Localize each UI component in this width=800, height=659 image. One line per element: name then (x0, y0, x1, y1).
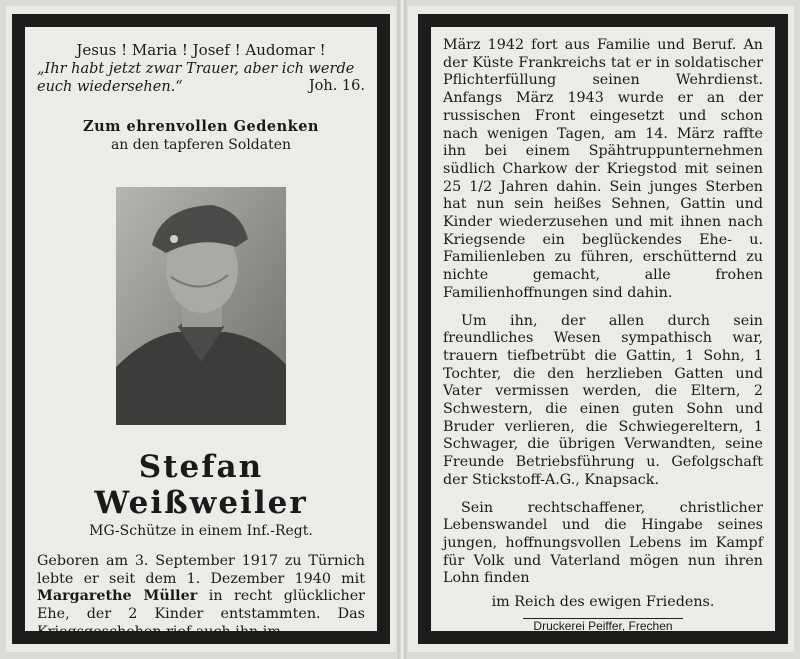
soldier-portrait-photo (116, 187, 286, 425)
bio-text-end: in recht glücklicher Ehe, der 2 Kinder entstammten. Das Kriegsgeschehen rief auch ihn im (37, 588, 366, 640)
left-black-border (12, 14, 390, 644)
left-card-content (25, 27, 377, 640)
printer-name: Druckerei Peiffer, Frechen (523, 618, 682, 633)
military-rank: MG-Schütze in einem Inf.-Regt. (89, 523, 313, 539)
invocation: Jesus ! Maria ! Josef ! Audomar ! (76, 41, 326, 59)
right-black-border (418, 14, 788, 644)
bible-reference: Joh. 16. (308, 78, 365, 94)
closing-line: im Reich des ewigen Friedens. (491, 594, 715, 611)
right-card (408, 6, 794, 652)
right-card-content (431, 27, 775, 631)
left-card (6, 6, 396, 652)
biography-continued: März 1942 fort aus Familie und Beruf. An der Küste Frankreichs tat er in soldatischer Pflichterfüllung seinen Wehrdienst. Anfangs März 1943 wurde er an der russischen Front eingesetzt und schon nach wenigen Tagen, am 14. März raffte ihn bei einem Spähtruppunternehmen südlich Charkow der Kriegstod mit seinen 25 1/2 Jahren dahin. Sein junges Sterben hat nun sein heißes Sehnen, Gattin und Kinder wiederzusehen und mit ihnen nach Kriegsende ein beglückendes Ehe- u. Familienleben zu führen, erschütternd zu nichte gemacht, alle frohen Familienhoffnungen sind dahin. (443, 37, 763, 301)
bio-text-start: Geboren am 3. September 1917 zu Türnich lebte er seit dem 1. Dezember 1940 mit (37, 553, 365, 587)
bible-quote: „Ihr habt jetzt zwar Trauer, aber ich werde euch wiedersehen.“ (37, 61, 355, 95)
card-fold (398, 0, 406, 659)
biography-left (37, 553, 365, 642)
portrait-image (116, 187, 286, 425)
deceased-name: Stefan Weißweiler (94, 449, 308, 521)
mourners-paragraph: Um ihn, der allen durch sein freundliches Wesen sympathisch war, trauern tiefbetrübt die Gattin, 1 Sohn, 1 Tochter, die den herzlieben Gatten und Vater vermissen werden, die Eltern, 2 Schwestern, die einen guten Sohn und Bruder verlieren, die Schwiegereltern, 1 Schwager, die übrigen Verwandten, seine Freunde Betriebsführung u. Gefolgschaft der Stickstoff-A.G., Knapsack. (443, 312, 763, 488)
closing-paragraph: Sein rechtschaffener, christlicher Lebenswandel und die Hingabe seines jungen, hoffnungsvollen Lebens im Kampf für Volk und Vaterland mögen nun ihren Lohn finden (443, 499, 763, 587)
printer-imprint (431, 619, 775, 633)
memorial-subtitle: an den tapferen Soldaten (110, 137, 292, 153)
spouse-name: Margarethe Müller (37, 588, 198, 605)
memorial-heading: Zum ehrenvollen Gedenken (83, 118, 319, 135)
